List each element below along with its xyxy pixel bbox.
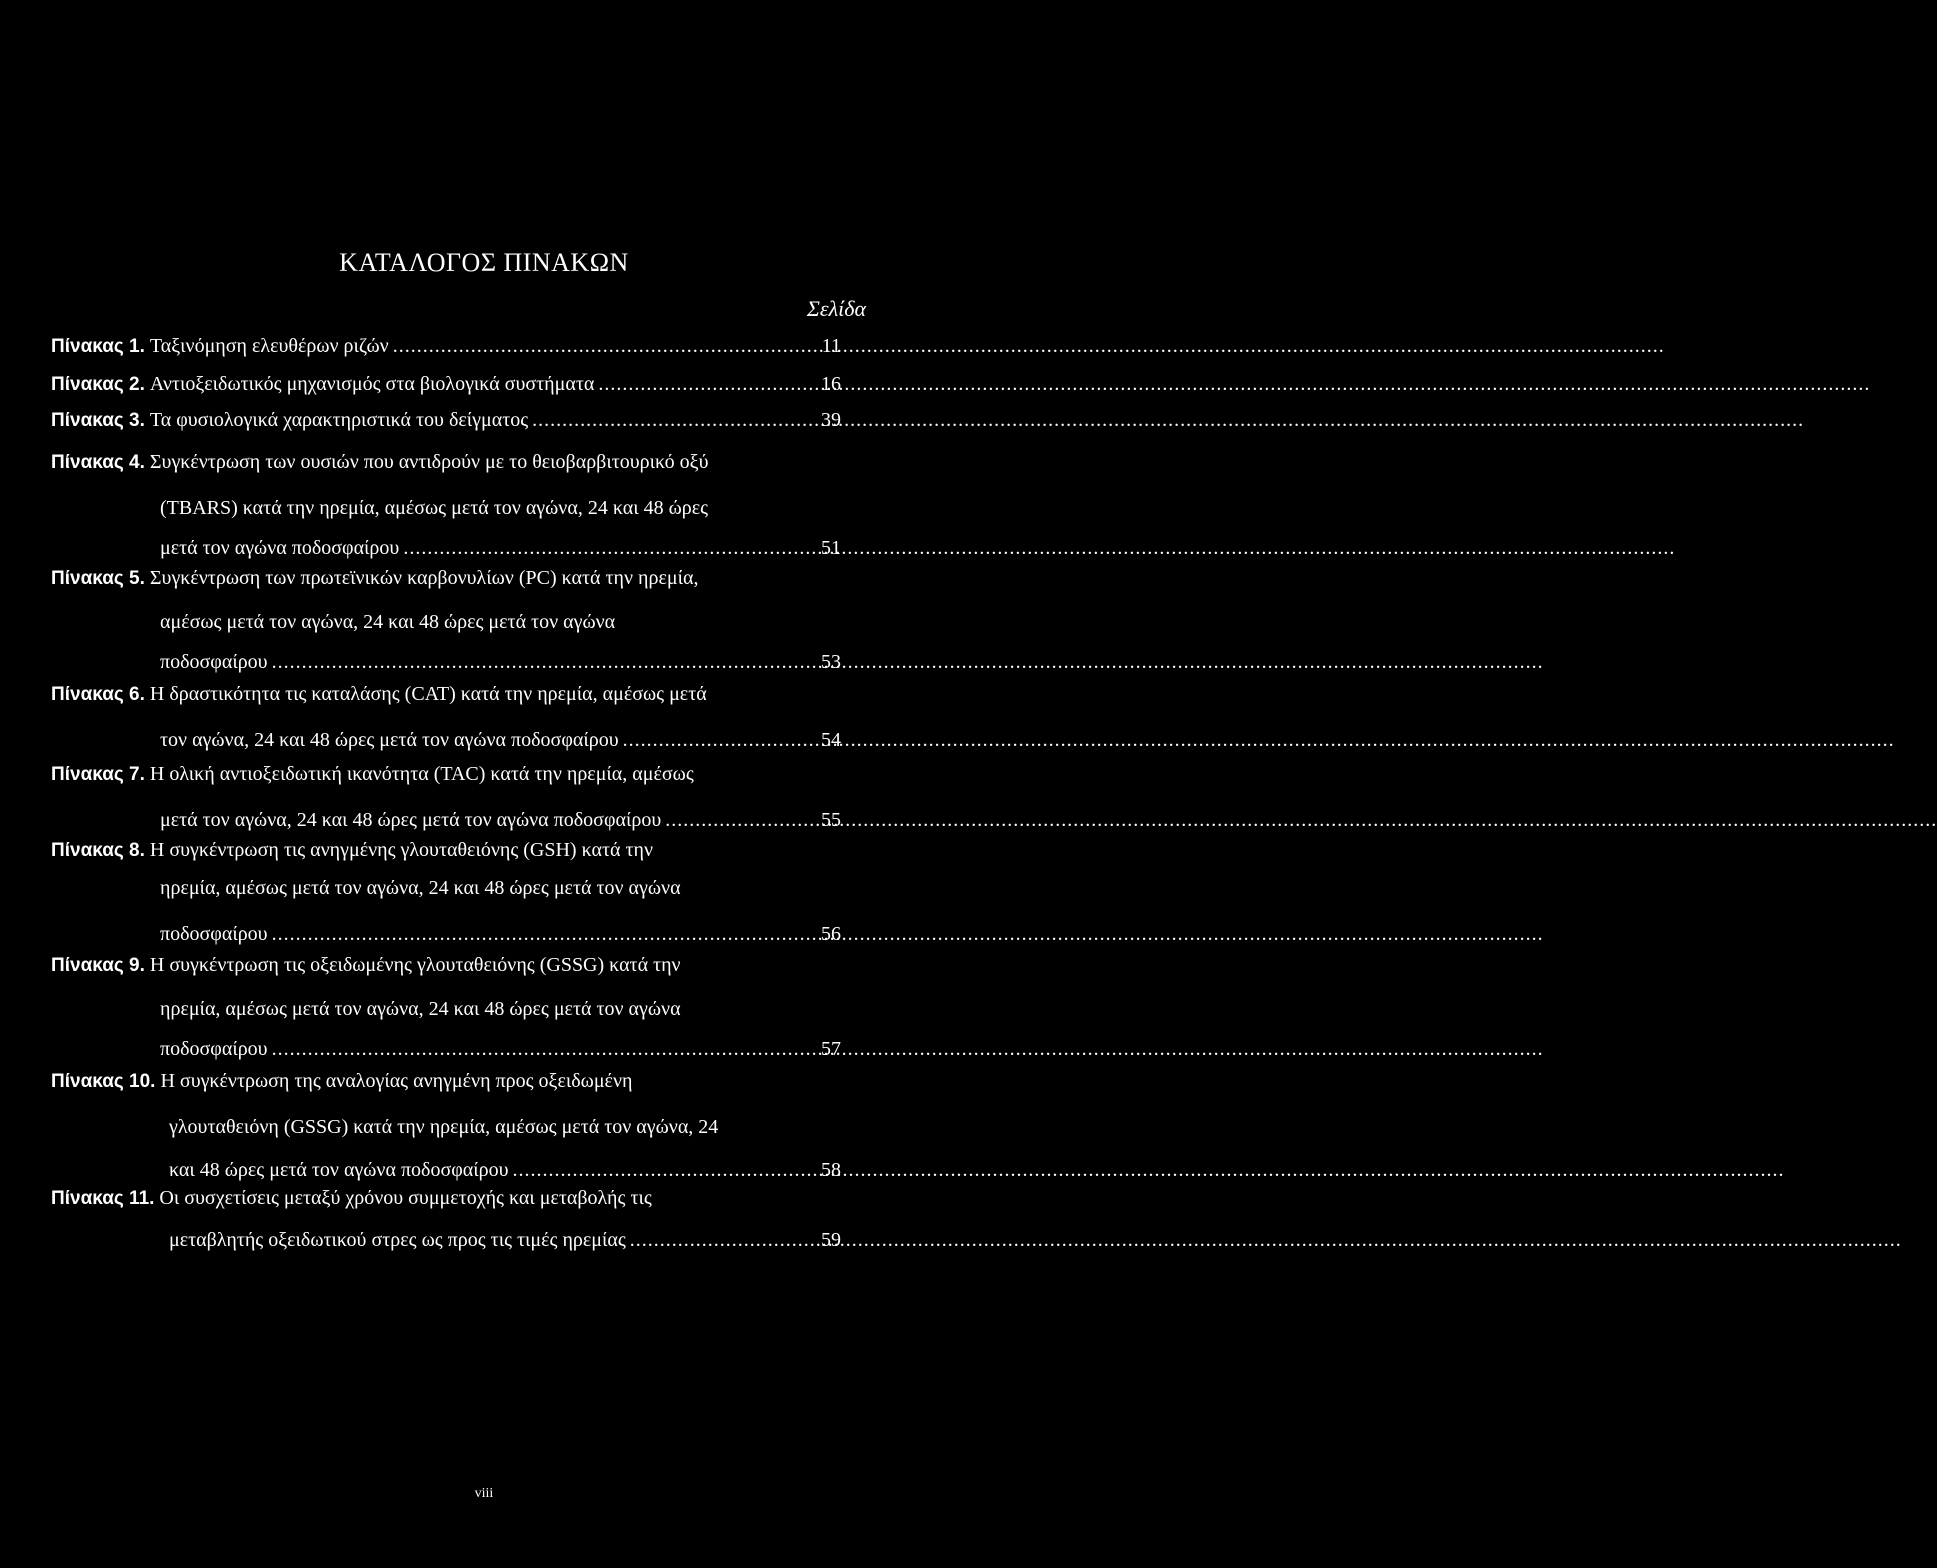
entry-page-number: 55 <box>821 809 841 831</box>
entry-page-number: 11 <box>821 335 841 357</box>
dot-leader <box>598 372 817 396</box>
entry-page-number: 53 <box>821 651 841 673</box>
dot-leader <box>272 1037 817 1061</box>
dot-leader <box>393 334 818 358</box>
entry-label: Πίνακας 1. <box>51 336 145 357</box>
entry-text: (TBARS) κατά την ηρεμία, αμέσως μετά τον αγώνα, 24 και 48 ώρες <box>160 497 709 519</box>
entry-text: Αντιοξειδωτικός μηχανισμός στα βιολογικά συστήματα <box>149 373 595 395</box>
entry-page-number: 56 <box>821 923 841 945</box>
entry-text: Η συγκέντρωση τις οξειδωμένης γλουταθειόνης (GSSG) κατά την <box>149 954 681 976</box>
dot-leader <box>532 408 817 432</box>
dot-leader <box>272 650 817 674</box>
entry-label: Πίνακας 3. <box>51 410 145 431</box>
entry-page-number: 57 <box>821 1038 841 1060</box>
entry-text: Ταξινόμηση ελευθέρων ριζών <box>149 335 389 357</box>
entry-label: Πίνακας 10. <box>51 1071 156 1092</box>
entry-label: Πίνακας 5. <box>51 568 145 589</box>
entry-text: ηρεμία, αμέσως μετά τον αγώνα, 24 και 48 ώρες μετά τον αγώνα <box>160 998 681 1020</box>
entry-page-number: 59 <box>821 1229 841 1251</box>
entry-page-number: 16 <box>821 373 841 395</box>
entry-text: Τα φυσιολογικά χαρακτηριστικά του δείγματος <box>149 409 529 431</box>
dot-leader <box>665 808 817 832</box>
entry-text: και 48 ώρες μετά τον αγώνα ποδοσφαίρου <box>169 1159 509 1181</box>
entry-text: τον αγώνα, 24 και 48 ώρες μετά τον αγώνα ποδοσφαίρου <box>160 729 619 751</box>
entry-text: ηρεμία, αμέσως μετά τον αγώνα, 24 και 48 ώρες μετά τον αγώνα <box>160 877 681 899</box>
entry-label: Πίνακας 9. <box>51 955 145 976</box>
entry-page-number: 51 <box>821 537 841 559</box>
dot-leader <box>272 922 817 946</box>
entry-page-number: 39 <box>821 409 841 431</box>
entry-text: Η συγκέντρωση της αναλογίας ανηγμένη προς οξειδωμένη <box>160 1070 633 1092</box>
entry-text: μετά τον αγώνα ποδοσφαίρου <box>160 537 400 559</box>
entry-text: αμέσως μετά τον αγώνα, 24 και 48 ώρες μετά τον αγώνα <box>160 611 616 633</box>
dot-leader <box>403 536 817 560</box>
entry-page-number: 54 <box>821 729 841 751</box>
entry-text: ποδοσφαίρου <box>160 1038 268 1060</box>
entry-text: Συγκέντρωση των πρωτεϊνικών καρβονυλίων (PC) κατά την ηρεμία, <box>149 567 699 589</box>
entry-page-number: 58 <box>821 1159 841 1181</box>
entry-text: μεταβλητής οξειδωτικού στρες ως προς τις τιμές ηρεμίας <box>169 1229 626 1251</box>
entry-text: Η συγκέντρωση τις ανηγμένης γλουταθειόνης (GSH) κατά την <box>149 839 654 861</box>
entry-label: Πίνακας 7. <box>51 764 145 785</box>
footer-page-number: viii <box>474 1486 494 1501</box>
entry-label: Πίνακας 4. <box>51 452 145 473</box>
entry-label: Πίνακας 8. <box>51 840 145 861</box>
entry-text: Οι συσχετίσεις μεταξύ χρόνου συμμετοχής και μεταβολής τις <box>159 1187 652 1209</box>
entry-text: Η δραστικότητα τις καταλάσης (CAT) κατά την ηρεμία, αμέσως μετά <box>149 683 707 705</box>
entry-text: ποδοσφαίρου <box>160 651 268 673</box>
page-title: ΚΑΤΑΛΟΓΟΣ ΠΙΝΑΚΩΝ <box>339 248 629 277</box>
entry-text: Η ολική αντιοξειδωτική ικανότητα (TAC) κατά την ηρεμία, αμέσως <box>149 763 694 785</box>
entry-text: μετά τον αγώνα, 24 και 48 ώρες μετά τον αγώνα ποδοσφαίρου <box>160 809 662 831</box>
entry-label: Πίνακας 11. <box>51 1188 155 1209</box>
page-column-header: Σελίδα <box>806 296 866 321</box>
entry-text: γλουταθειόνη (GSSG) κατά την ηρεμία, αμέσως μετά τον αγώνα, 24 <box>169 1116 719 1138</box>
entry-text: ποδοσφαίρου <box>160 923 268 945</box>
dot-leader <box>513 1158 817 1182</box>
dot-leader <box>630 1228 817 1252</box>
entry-text: Συγκέντρωση των ουσιών που αντιδρούν με το θειοβαρβιτουρικό οξύ <box>149 451 709 473</box>
dot-leader <box>623 728 817 752</box>
entry-label: Πίνακας 2. <box>51 374 145 395</box>
entry-label: Πίνακας 6. <box>51 684 145 705</box>
